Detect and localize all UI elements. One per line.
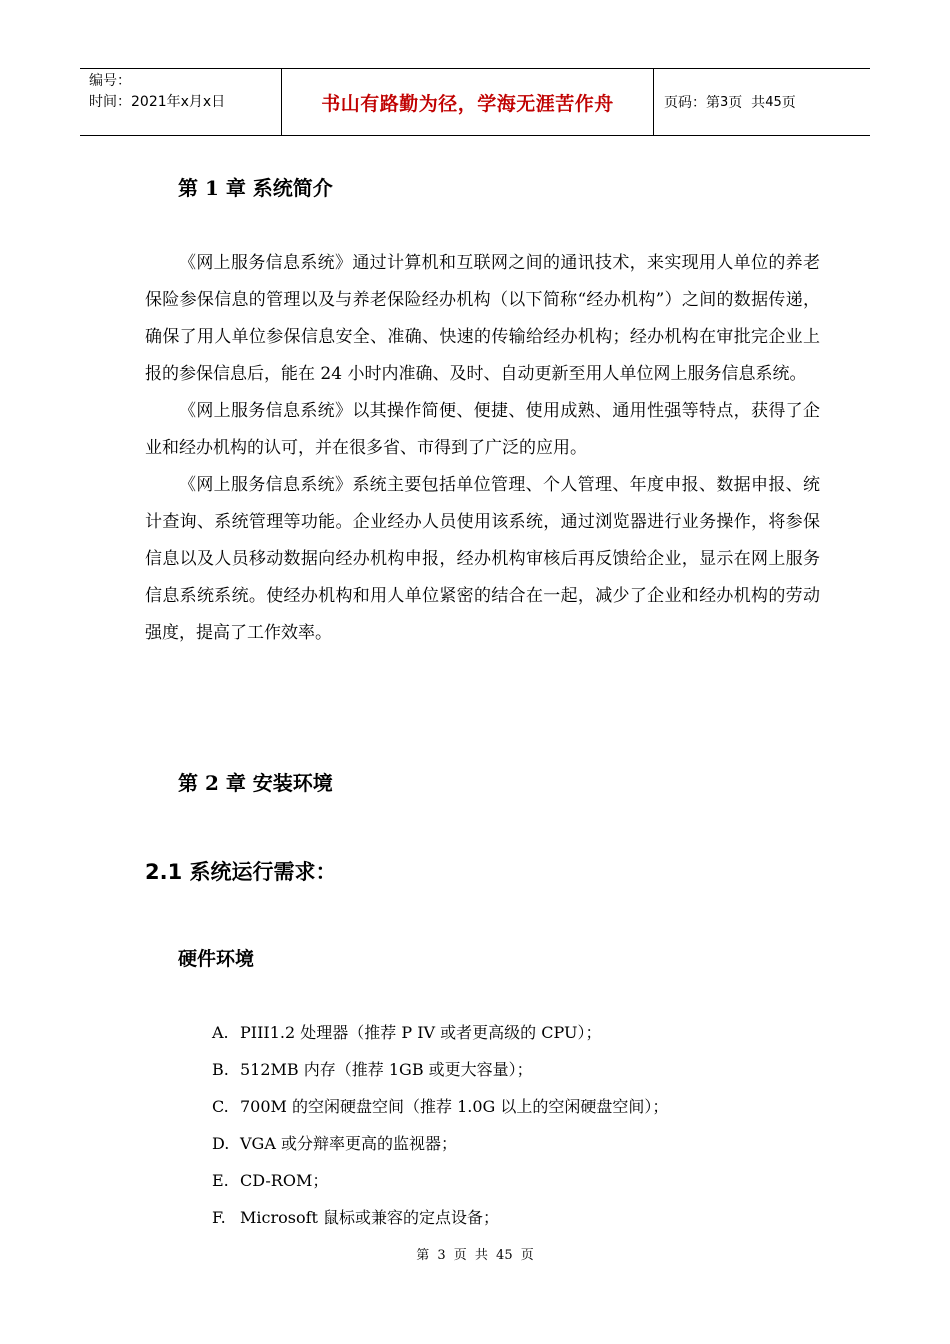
list-marker: C. — [212, 1097, 229, 1116]
list-item-text: VGA 或分辩率更高的监视器； — [240, 1134, 457, 1153]
chapter-1-body — [145, 245, 820, 652]
list-item — [212, 1051, 668, 1088]
list-marker: D. — [212, 1134, 230, 1153]
list-marker: F. — [212, 1208, 226, 1227]
time-label: 时间：2021年x月x日 — [89, 94, 226, 110]
list-item-text: 512MB 内存（推荐 1GB 或更大容量）； — [240, 1060, 533, 1079]
list-item — [212, 1088, 668, 1125]
section-2-1-title: 2.1 系统运行需求： — [145, 860, 337, 884]
list-marker: B. — [212, 1060, 229, 1079]
page-total: 45 — [765, 94, 782, 110]
header-page-info — [654, 69, 870, 135]
list-item-text: Microsoft 鼠标或兼容的定点设备； — [240, 1208, 500, 1227]
paragraph-3: 《网上服务信息系统》系统主要包括单位管理、个人管理、年度申报、数据申报、统计查询、系统管理等功能。企业经办人员使用该系统，通过浏览器进行业务操作，将参保信息以及人员移动数据向经办机构申报，经办机构审核后再反馈给企业，显示在网上服务信息系统系统。使经办机构和用人单位紧密的结合在一起，减少了企业和经办机构的劳动强度，提高了工作效率。 — [145, 475, 820, 643]
list-item — [212, 1014, 668, 1051]
list-item — [212, 1162, 668, 1199]
header-meta-cell — [80, 69, 282, 135]
page-prefix: 页码：第 — [664, 95, 720, 111]
hardware-subtitle: 硬件环境 — [178, 948, 255, 970]
serial-label: 编号： — [89, 73, 131, 89]
page-header — [80, 68, 870, 136]
list-item — [212, 1199, 668, 1236]
page-current: 3 — [720, 94, 729, 110]
header-motto: 书山有路勤为径，学海无涯苦作舟 — [282, 69, 654, 135]
list-marker: E. — [212, 1171, 229, 1190]
list-marker: A. — [212, 1023, 229, 1042]
paragraph-1: 《网上服务信息系统》通过计算机和互联网之间的通讯技术，来实现用人单位的养老保险参保信息的管理以及与养老保险经办机构（以下简称“经办机构”）之间的数据传递，确保了用人单位参保信息安全、准确、快速的传输给经办机构；经办机构在审批完企业上报的参保信息后，能在 24 小时内准确、及时、自动更新至用人单位网上服务信息系统。 — [145, 253, 820, 384]
hardware-requirements-list — [212, 1014, 668, 1236]
page-footer: 第 3 页 共 45 页 — [416, 1248, 534, 1263]
list-item-text: 700M 的空闲硬盘空间（推荐 1.0G 以上的空闲硬盘空间）； — [240, 1097, 669, 1116]
paragraph-2: 《网上服务信息系统》以其操作简便、便捷、使用成熟、通用性强等特点，获得了企业和经办机构的认可，并在很多省、市得到了广泛的应用。 — [145, 401, 820, 458]
chapter-1-title: 第 1 章 系统简介 — [178, 176, 333, 200]
list-item-text: CD-ROM； — [240, 1171, 329, 1190]
list-item — [212, 1125, 668, 1162]
page-middle: 页 共 — [728, 95, 766, 111]
chapter-2-title: 第 2 章 安装环境 — [178, 771, 333, 795]
list-item-text: PIII1.2 处理器（推荐 P IV 或者更高级的 CPU）； — [240, 1023, 602, 1042]
page-suffix: 页 — [781, 95, 796, 111]
